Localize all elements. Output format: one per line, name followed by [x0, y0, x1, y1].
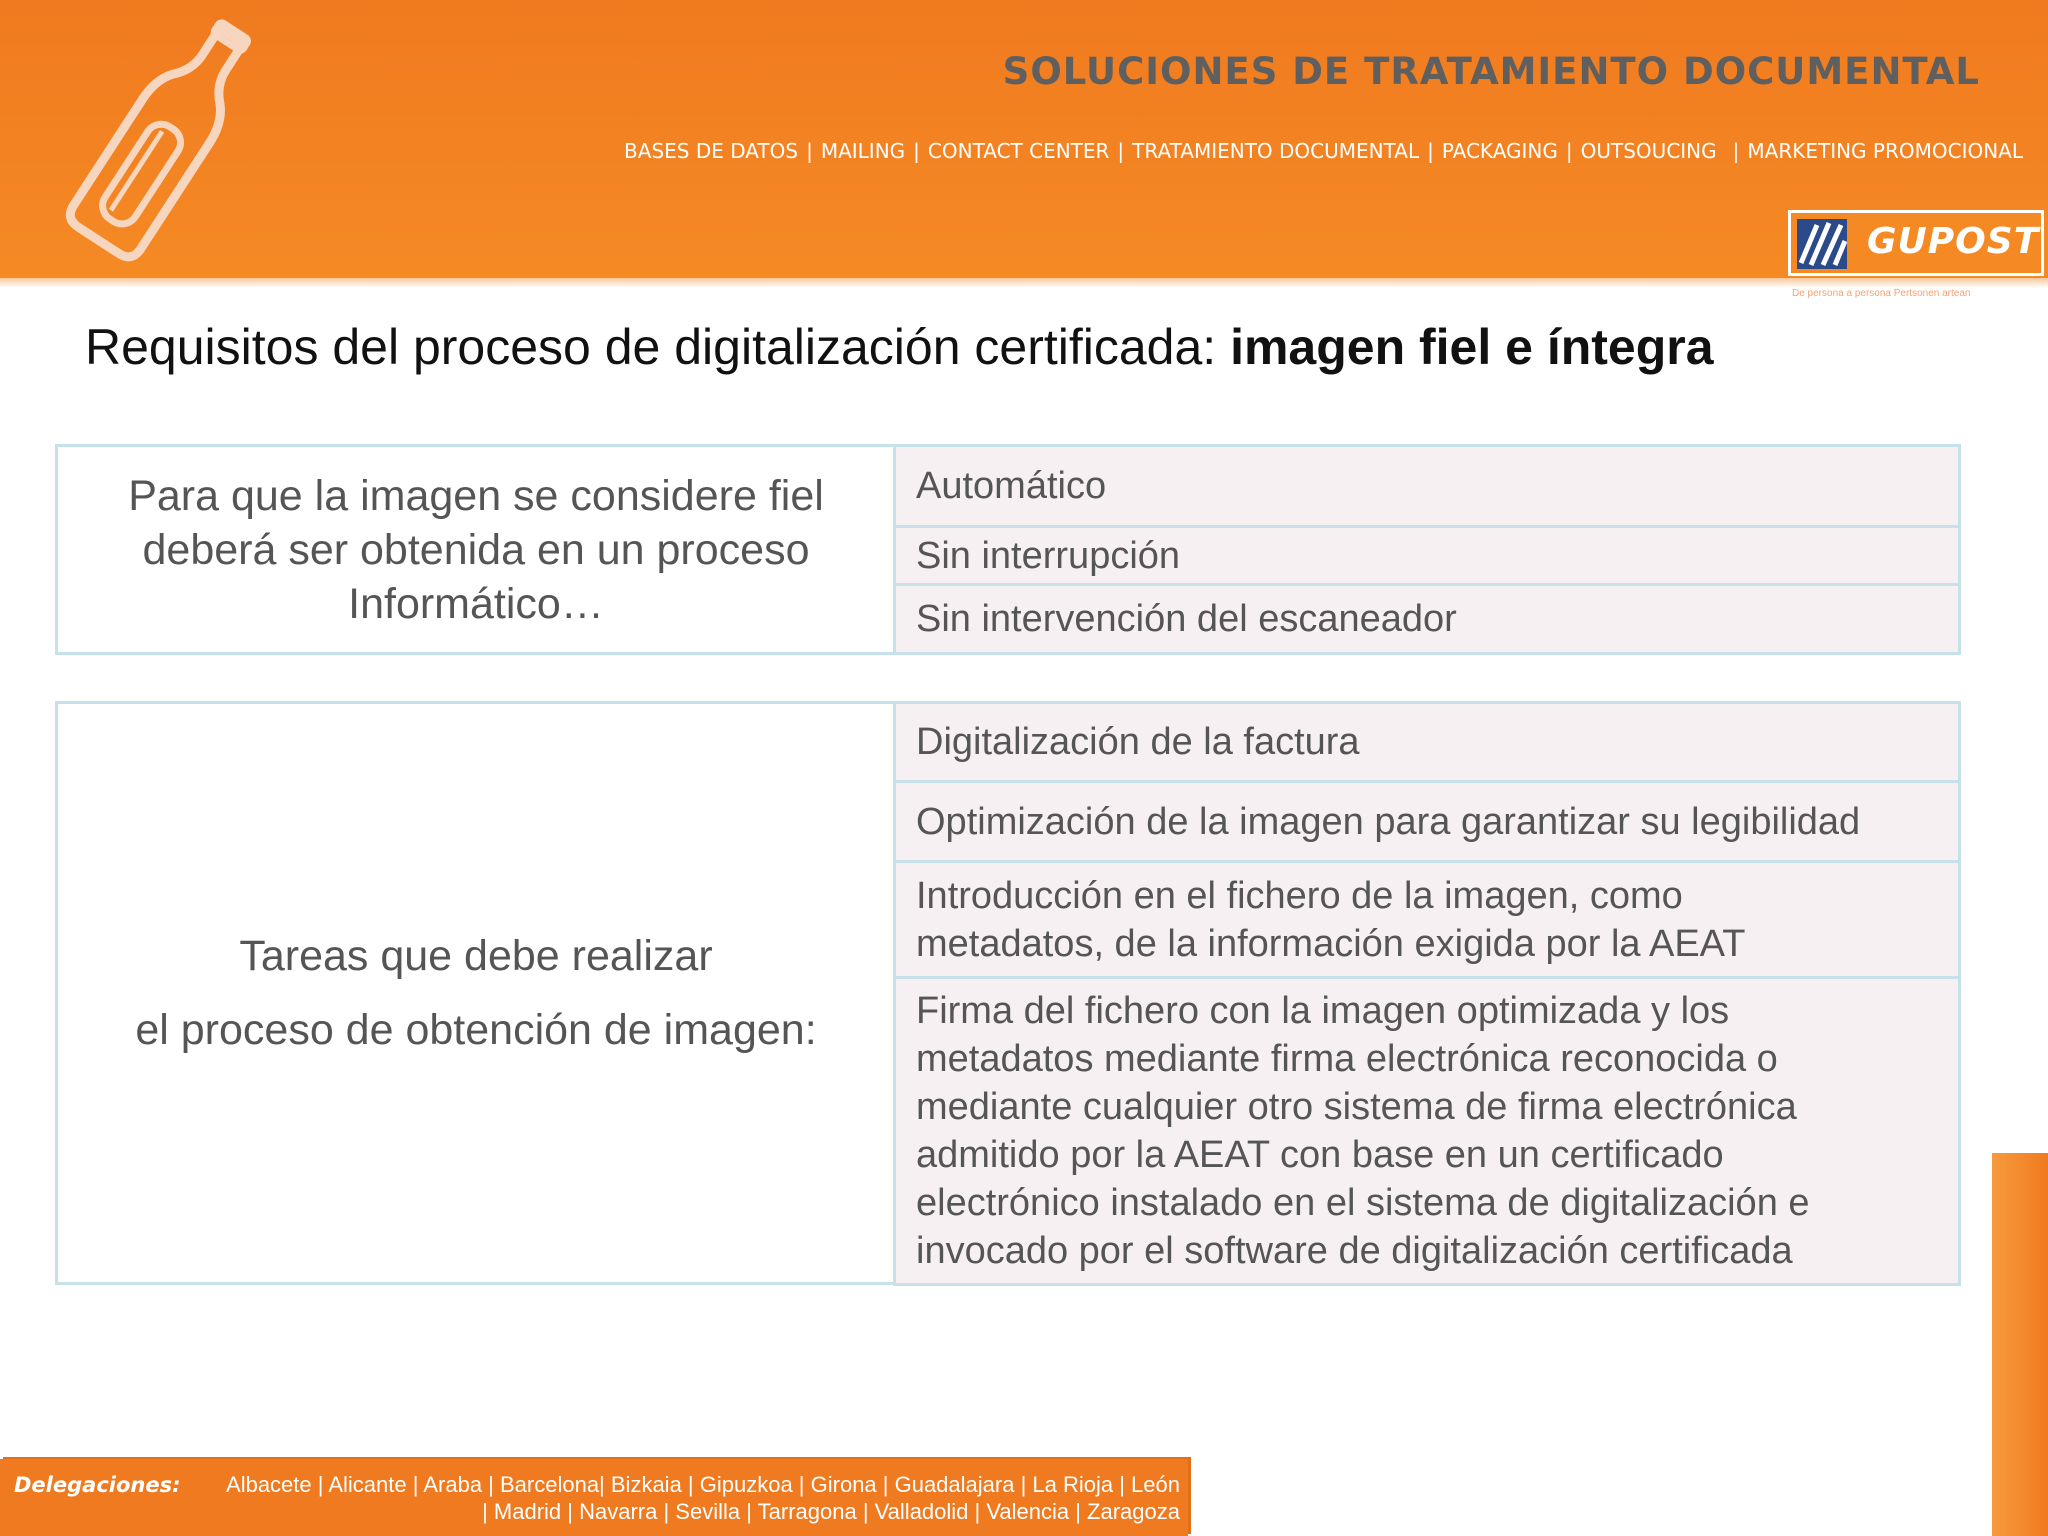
bottle-logo-icon: [55, 8, 275, 268]
top-nav: [624, 139, 2023, 163]
tareas-label-box: [55, 701, 897, 1285]
footer-cities-line: | Madrid | Navarra | Sevilla | Tarragona | Valladolid | Valencia | Zaragoza: [482, 1499, 1180, 1524]
gupost-tagline: De persona a persona Pertsonen artean: [1792, 288, 1971, 299]
page-title-regular: Requisitos del proceso de digitalización certificada:: [85, 319, 1231, 375]
task-item: Digitalización de la factura: [893, 701, 1961, 783]
brand-title: SOLUCIONES DE TRATAMIENTO DOCUMENTAL: [1002, 50, 1980, 93]
requirement-item: Automático: [893, 444, 1961, 528]
page-title-bold: imagen fiel e íntegra: [1230, 319, 1714, 375]
nav-link-packaging[interactable]: PACKAGING: [1441, 139, 1558, 163]
tareas-label-line: Tareas que debe realizar: [239, 932, 713, 980]
nav-link-marketing-promocional[interactable]: MARKETING PROMOCIONAL: [1747, 139, 2023, 163]
header-fade: [0, 278, 2048, 288]
tareas-label-text: [135, 919, 816, 1067]
gupost-name: GUPOST: [1867, 221, 2040, 262]
tareas-label-line: el proceso de obtención de imagen:: [135, 1006, 817, 1054]
fiel-label-box: [55, 444, 897, 655]
nav-separator: |: [913, 139, 920, 163]
nav-link-contact-center[interactable]: CONTACT CENTER: [927, 139, 1110, 163]
nav-link-tratamiento-documental[interactable]: TRATAMIENTO DOCUMENTAL: [1132, 139, 1420, 163]
nav-separator: |: [1117, 139, 1125, 163]
gupost-badge: [1788, 210, 2044, 276]
nav-separator: |: [1565, 139, 1573, 163]
task-item: Introducción en el fichero de la imagen, como metadatos, de la información exigida por la AEAT: [893, 860, 1961, 979]
nav-separator: |: [1427, 139, 1434, 163]
footer-cities: [170, 1471, 1180, 1525]
header-banner: [0, 0, 2048, 278]
nav-link-outsoucing[interactable]: OUTSOUCING: [1580, 139, 1717, 163]
page-title: [85, 318, 1714, 376]
task-item: Optimización de la imagen para garantizar su legibilidad: [893, 780, 1961, 863]
footer-bar: [0, 1459, 1188, 1536]
nav-separator: |: [806, 139, 813, 163]
nav-link-mailing[interactable]: MAILING: [820, 139, 906, 163]
fiel-label-text: Para que la imagen se considere fiel deberá ser obtenida en un proceso Informático…: [128, 471, 824, 628]
requirement-item: Sin intervención del escaneador: [893, 583, 1961, 655]
task-item: Firma del fichero con la imagen optimizada y los metadatos mediante firma electrónica reconocida o mediante cualquier otro sistema de firma electrónica admitido por la AEAT con base en un certificado electrónico instalado en el sistema de digitalización e invocado por el software de digitalización certificada: [893, 976, 1961, 1286]
requirement-item: Sin interrupción: [893, 525, 1961, 586]
gupost-mark-icon: [1797, 219, 1847, 269]
side-accent-bar: [1992, 1153, 2048, 1536]
nav-link-bases-de-datos[interactable]: BASES DE DATOS: [624, 139, 799, 163]
footer-cities-line: Albacete | Alicante | Araba | Barcelona| Bizkaia | Gipuzkoa | Girona | Guadalajara | La Rioja | León: [226, 1472, 1180, 1497]
nav-separator: |: [1732, 139, 1740, 163]
gupost-logo: [1788, 210, 2048, 310]
footer-label: Delegaciones:: [14, 1473, 181, 1497]
